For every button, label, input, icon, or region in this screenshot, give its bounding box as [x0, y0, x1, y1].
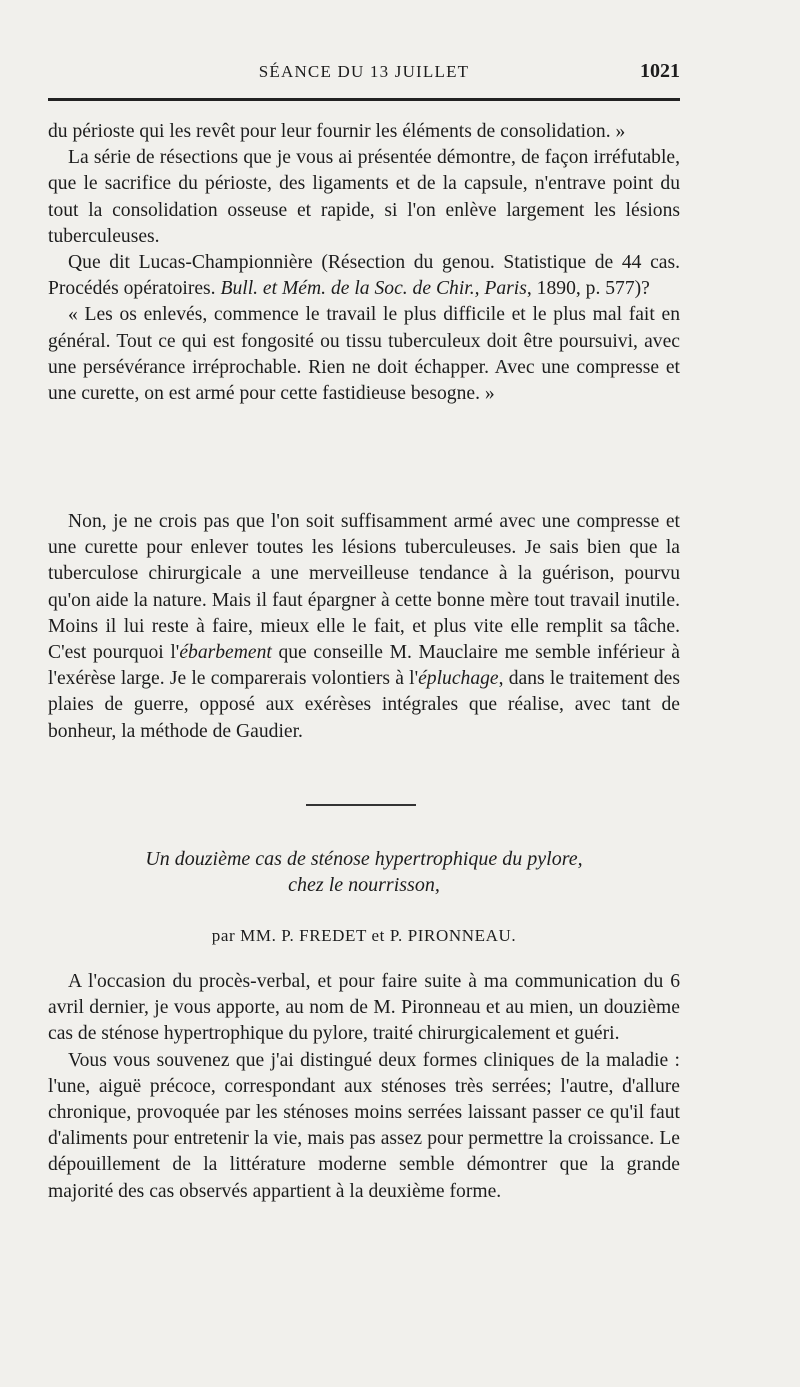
header-rule [48, 98, 680, 101]
paragraph: du périoste qui les revêt pour leur fournir les éléments de consolidation. » [48, 121, 626, 142]
text-span: Non, je ne crois pas que l'on soit suffisamment armé avec une compresse et une curette pour enlever toutes les lésions tuberculeuses. Je sais bien que la tuberculose chirurgicale a une merveilleuse tendance à la guérison, pourvu qu'on aide la nature. Mais il faut épargner à cette bonne mère tout travail inutile. Moins il lui reste à faire, mieux elle le fait, et plus vite elle remplit sa tâche. C'est pourquoi l' [48, 511, 680, 664]
paragraph-quote: « Les os enlevés, commence le travail le plus difficile et le plus mal fait en général. Tout ce qui est fongosité ou tissu tuberculeux doit être poursuivi, avec une persévérance irréprochable. Rien ne doit échapper. Avec une compresse et une curette, on est armé pour cette fastidieuse besogne. » [48, 304, 680, 405]
article-title [48, 846, 680, 898]
body-block-2 [48, 509, 680, 745]
article-authors: par MM. P. FREDET et P. PIRONNEAU. [211, 926, 517, 945]
citation-tail: , 1890, p. 577)? [526, 278, 650, 300]
paragraph-citation [48, 250, 680, 302]
paragraph: A l'occasion du procès-verbal, et pour faire suite à ma communication du 6 avril dernier, je vous apporte, au nom de M. Pironneau et au mien, un douzième cas de sténose hypertrophique du pylore, traité chirurgicalement et guéri. [48, 971, 680, 1045]
italic-term: épluchage [418, 668, 499, 690]
paragraph [48, 509, 680, 745]
paragraph: Vous vous souvenez que j'ai distingué deux formes cliniques de la maladie : l'une, aiguë précoce, correspondant aux sténoses très serrées; l'autre, d'allure chronique, provoquée par les sténoses moins serrées laissant passer ce qu'il faut d'aliments pour entretenir la vie, mais pas assez pour permettre la croissance. Le dépouillement de la littérature moderne semble démontrer que la grande majorité des cas observés appartient à la deuxième forme. [48, 1049, 680, 1202]
text-span: que conseille M. Mauclaire me semble inférieur à l'exérèse large. Je le comparerais volontiers à l' [48, 642, 680, 690]
article-title-line-1: Un douzième cas de sténose hypertrophique du pylore, [145, 848, 583, 870]
citation-text: Que dit Lucas-Championnière (Résection du genou. Statistique de 44 cas. Procédés opératoires. [48, 252, 680, 300]
running-header [48, 60, 680, 86]
text-span: , dans le traitement des plaies de guerre, opposé aux exérèses intégrales que réalise, avec tant de bonheur, la méthode de Gaudier. [48, 668, 680, 742]
citation-reference: Bull. et Mém. de la Soc. de Chir., Paris [220, 278, 527, 300]
running-title: SÉANCE DU 13 JUILLET [258, 62, 470, 81]
article-title-line-2: chez le nourrisson, [288, 874, 440, 896]
body-block-3 [48, 969, 680, 1205]
body-block-1 [48, 119, 680, 407]
italic-term: ébarbement [179, 642, 272, 664]
section-separator [306, 804, 416, 806]
paragraph: La série de résections que je vous ai présentée démontre, de façon irréfutable, que le sacrifice du périoste, des ligaments et de la capsule, n'entrave point du tout la consolidation osseuse et rapide, si l'on enlève largement les lésions tuberculeuses. [48, 147, 680, 247]
page-number: 1021 [640, 60, 680, 82]
